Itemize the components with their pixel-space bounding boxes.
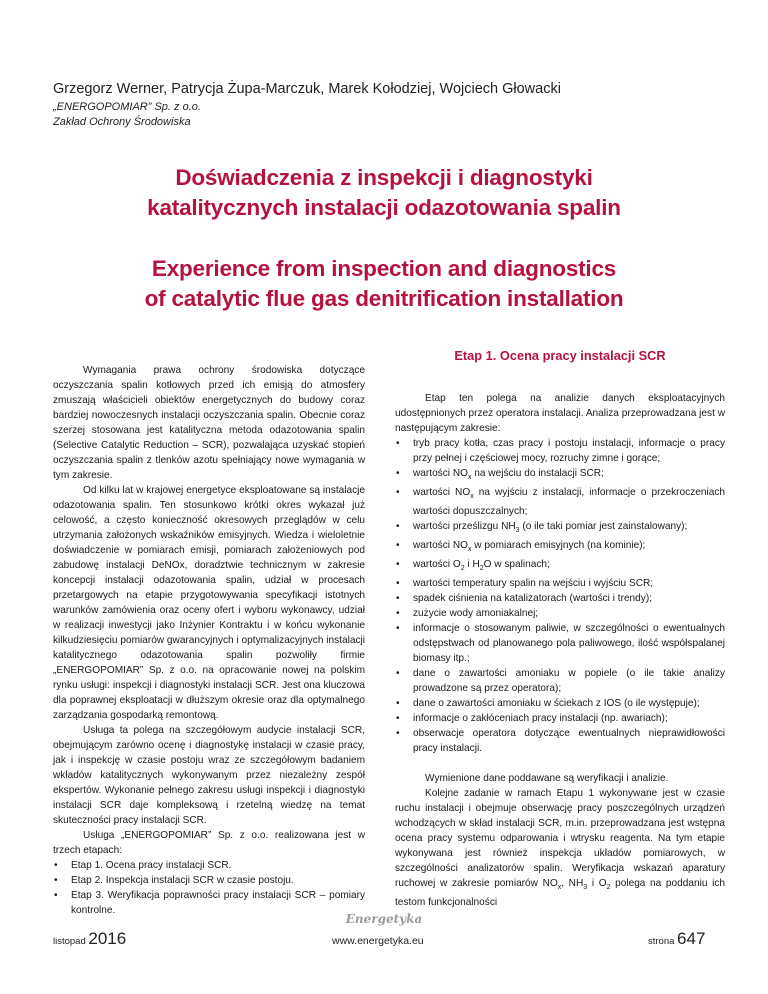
paragraph-stage1: Etap ten polega na analizie danych eksploatacyjnych udostępnionych przez operatora instalacji. Analiza przeprowadzana jest w następującym zakresie: [395, 393, 725, 434]
right-column [395, 391, 725, 910]
title-english-line-1: Experience from inspection and diagnostics [151, 256, 617, 281]
title-english-line-2: of catalytic flue gas denitrification installation [144, 286, 624, 311]
list-item: • dane o zawartości amoniaku w ściekach z IOS (o ile występuje); [395, 696, 725, 711]
list-item: • wartości prześlizgu $NH_3$ (o ile taki pomiar jest zainstalowany); [395, 519, 725, 538]
footer-page-number: 647 [677, 929, 706, 948]
footer-year: 2016 [88, 929, 127, 948]
stages-list [53, 858, 365, 918]
list-item: • wartości $NO_x$ w pomiarach emisyjnych (na kominie); [395, 538, 725, 557]
list-item: • Etap 3. Weryfikacja poprawności pracy instalacji SCR – pomiary kontrolne. [53, 888, 365, 918]
left-column [53, 363, 365, 918]
paragraph-next-task: Kolejne zadanie w ramach Etapu 1 wykonywane jest w czasie ruchu instalacji i obejmuje obserwację pracy poszczególnych urządzeń wchodzących w skład instalacji SCR, m.in. przeprowadzana jest wstępna ocena pracy systemu odparowania i wtrysku reagenta. Na tym etapie wykonywana jest również inspekcja układów pomiarowych, w szczególności analizatorów spalin. Weryfikacja wskazań aparatury ruchowej w zakresie pomiarów $NO_x$, $NH_3$ i $O_2$ polega na poddaniu ich testom funkcjonalności [395, 788, 726, 909]
footer-page [648, 929, 705, 949]
list-item: • Etap 1. Ocena pracy instalacji SCR. [53, 858, 365, 873]
list-item: • wartości $NO_x$ na wejściu do instalacji SCR; [395, 466, 725, 485]
list-item: • wartości temperatury spalin na wejściu i wyjściu SCR; [395, 576, 725, 591]
paragraph-service: Usługa ta polega na szczegółowym audycie instalacji SCR, obejmującym zarówno ocenę i diagnostykę instalacji w czasie pracy, jak i inspekcję w czasie postoju wraz ze szczegółowym badaniem wkładów katalitycznych wykonywanym przez niezależny zespół ekspertów. Wykonanie pełnego zakresu usługi inspekcji i diagnostyki instalacji SCR daje kompleksową i rzetelną wiedzę na temat skuteczności pracy instalacji SCR. [53, 725, 365, 826]
svg-text:Energetyka: Energetyka [345, 912, 423, 926]
authors: Grzegorz Werner, Patrycja Żupa-Marczuk, Marek Kołodziej, Wojciech Głowacki [53, 81, 561, 97]
list-item: • tryb pracy kotła, czas pracy i postoju instalacji, informacje o pracy przy pełnej i częściowej mocy, rozruchy zimne i gorące; [395, 436, 725, 466]
paragraph-intro: Wymagania prawa ochrony środowiska dotyczące oczyszczania spalin kotłowych przed ich emisją do atmosfery zmuszają właścicieli obiektów energetycznych do budowy coraz bardziej nowoczesnych instalacji oczyszczania spalin. Obecnie coraz szerzej stosowana jest katalityczna metoda odazotowania spalin (Selective Catalytic Reduction – SCR), pozwalająca uzyskać stopień oczyszczania spalin z tlenków azotu spełniający nowe wymagania w tym zakresie. [53, 365, 365, 481]
analysis-list [395, 436, 725, 756]
organization: „ENERGOPOMIAR” Sp. z o.o. [53, 101, 201, 113]
paragraph-experience: Od kilku lat w krajowej energetyce eksploatowane są instalacje odazotowania spalin. Ten stosunkowo krótki okres wykazał już celowość, a często konieczność okresowych przeglądów w celu utrzymania założonych wskaźników emisyjnych. Wiedza i wieloletnie doświadczenie w pomiarach emisji, pomiarach założeniowych pod zabudowę instalacji DeNOx, doradztwie technicznym w zakresie koncepcji instalacji odazotowania spalin, udział w procesach przetargowych na etapie przygotowywania specyfikacji istotnych warunków zamówienia oraz oceny ofert i wyboru wykonawcy, udział w realizacji inwestycji jako Inżynier Kontraktu i w końcu wykonanie kilkudziesięciu pomiarów gwarancyjnych i optymalizacyjnych instalacji katalitycznego odazotowania spalin pozwoliły firmie „ENERGOPOMIAR” Sp. z o.o. na opracowanie nowej na polskim rynku usługi: inspekcji i diagnostyki instalacji SCR. Jest ona kluczowa dla poprawnej eksploatacji w dłuższym okresie oraz dla optymalnego zarządzania gospodarką remontową. [53, 485, 365, 721]
logo-mark [345, 908, 423, 928]
footer-url[interactable]: www.energetyka.eu [332, 935, 424, 947]
footer-page-label: strona [648, 936, 675, 947]
list-item: • wartości $O_2$ i $H_2O$ w spalinach; [395, 557, 725, 576]
list-item: • wartości $NO_x$ na wyjściu z instalacji, informacje o przekroczeniach wartości dopuszczalnych; [395, 485, 725, 519]
list-item: • informacje o zakłóceniach pracy instalacji (np. awariach); [395, 711, 725, 726]
paragraph-verification: Wymienione dane poddawane są weryfikacji i analizie. [425, 773, 669, 785]
list-item: • obserwacje operatora dotyczące ewentualnych nieprawidłowości pracy instalacji. [395, 726, 725, 756]
paragraph-stages-intro: Usługa „ENERGOPOMIAR” Sp. z o.o. realizowana jest w trzech etapach: [53, 830, 365, 856]
title-english [0, 254, 768, 314]
footer-month: listopad [53, 936, 86, 947]
footer-date [53, 929, 126, 949]
section-heading: Etap 1. Ocena pracy instalacji SCR [454, 348, 666, 363]
title-polish-line-1: Doświadczenia z inspekcji i diagnostyki [175, 165, 593, 190]
list-item: • dane o zawartości amoniaku w popiele (o ile takie analizy prowadzone są przez operatora); [395, 666, 725, 696]
list-item: • zużycie wody amoniakalnej; [395, 606, 725, 621]
department: Zakład Ochrony Środowiska [53, 116, 191, 128]
list-item: • Etap 2. Inspekcja instalacji SCR w czasie postoju. [53, 873, 365, 888]
list-item: • spadek ciśnienia na katalizatorach (wartości i trendy); [395, 591, 725, 606]
energetyka-logo [345, 908, 423, 928]
list-item: • informacje o stosowanym paliwie, w szczególności o ewentualnych odstępstwach od planowanego pola paliwowego, ilość współspalanej biomasy itp.; [395, 621, 725, 666]
title-polish [0, 163, 768, 223]
title-polish-line-2: katalitycznych instalacji odazotowania spalin [147, 195, 621, 220]
